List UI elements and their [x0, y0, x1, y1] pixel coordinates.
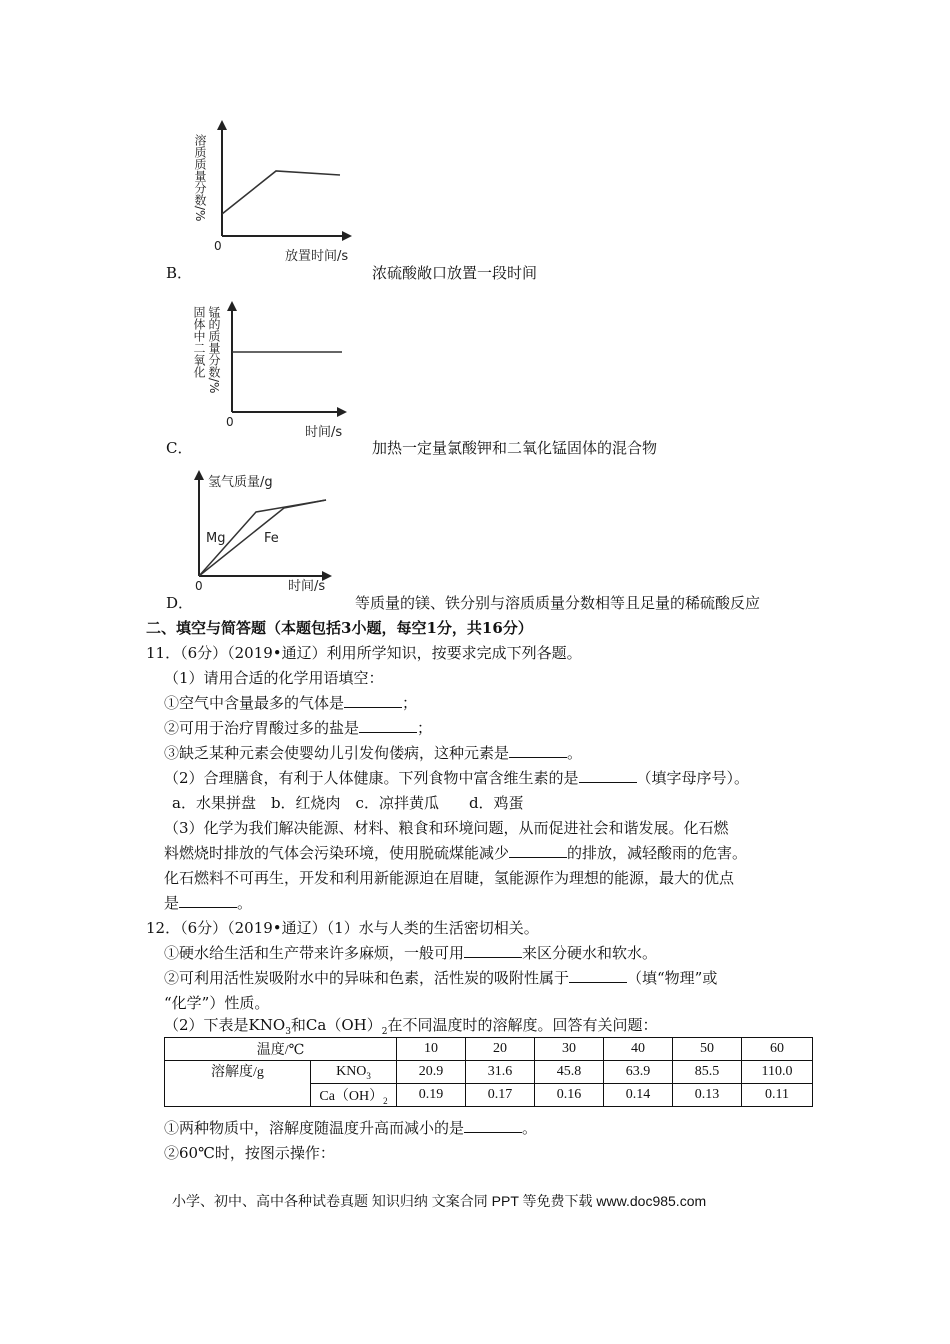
q11-part3-line3: 化石燃料不可再生，开发和利用新能源迫在眉睫，氢能源作为理想的能源，最大的优点 — [164, 869, 735, 887]
q11-part3-line1: （3）化学为我们解决能源、材料、粮食和环境问题，从而促进社会和谐发展。化石燃 — [164, 819, 729, 837]
graph-c-origin: 0 — [226, 415, 234, 429]
q12-item2 — [164, 968, 717, 988]
answer-blank[interactable] — [579, 768, 637, 783]
graph-d-ylabel: 氢气质量/g — [208, 475, 273, 490]
answer-blank[interactable] — [569, 968, 627, 983]
option-b-letter: B． — [166, 264, 193, 282]
table-cell: 0.14 — [604, 1084, 673, 1107]
graph-c-ylabel-left: 固体中二氧化 — [192, 306, 206, 378]
graph-b-xlabel: 放置时间/s — [285, 249, 349, 264]
table-cell: 63.9 — [604, 1061, 673, 1084]
option-b-description: 浓硫酸敞口放置一段时间 — [372, 264, 538, 282]
graph-b-y-arrow — [217, 120, 227, 130]
graph-c-y-arrow — [227, 301, 237, 311]
graph-b — [190, 118, 360, 268]
q12-item2-cont: “化学”）性质。 — [164, 994, 270, 1012]
q12-sub1 — [164, 1118, 537, 1138]
graph-b-curve — [222, 171, 340, 214]
answer-blank[interactable] — [179, 893, 237, 908]
answer-blank[interactable] — [464, 1118, 522, 1133]
table-cell: 50 — [673, 1038, 742, 1061]
table-row — [165, 1038, 813, 1061]
kno3-sub: 3 — [366, 1070, 371, 1081]
graph-c — [190, 298, 360, 448]
q11-part1: （1）请用合适的化学用语填空： — [164, 669, 384, 687]
answer-blank[interactable] — [359, 718, 417, 733]
table-cell: 110.0 — [742, 1061, 813, 1084]
table-row — [165, 1061, 813, 1084]
q11-item1-text: ①空气中含量最多的气体是 — [164, 694, 345, 712]
page-footer: 小学、初中、高中各种试卷真题 知识归纳 文案合同 PPT 等免费下载 www.doc985.com — [172, 1193, 707, 1209]
table-cell: 85.5 — [673, 1061, 742, 1084]
q12-part2b: 和Ca（OH） — [290, 1016, 382, 1034]
table-cell: 0.17 — [466, 1084, 535, 1107]
q11-part3-line4 — [164, 893, 252, 913]
graph-d-fe-label: Fe — [264, 531, 279, 546]
q11-item3 — [164, 743, 582, 763]
q11-item2-end: ； — [417, 719, 433, 737]
caoh-text: Ca（OH） — [319, 1088, 384, 1104]
q11-item2 — [164, 718, 432, 738]
graph-c-x-arrow — [337, 407, 347, 417]
graph-b-ylabel: 溶质质量分数/% — [193, 134, 207, 222]
graph-d-mg-label: Mg — [206, 531, 226, 546]
table-cell: 30 — [535, 1038, 604, 1061]
graph-d-xlabel: 时间/s — [288, 579, 326, 594]
q12-item1b: 来区分硬水和软水。 — [522, 944, 658, 962]
option-c-description: 加热一定量氯酸钾和二氧化锰固体的混合物 — [372, 439, 658, 457]
q11-part2-end: （填字母序号）。 — [636, 769, 750, 787]
q11-part3-line2a: 料燃烧时排放的气体会污染环境，使用脱硫煤能减少 — [164, 844, 510, 862]
graph-c-xlabel: 时间/s — [305, 425, 343, 440]
graph-b-origin: 0 — [214, 239, 222, 253]
table-cell: 20.9 — [397, 1061, 466, 1084]
table-cell: 10 — [397, 1038, 466, 1061]
answer-blank[interactable] — [344, 693, 402, 708]
q11-item1 — [164, 693, 417, 713]
option-d-description: 等质量的镁、铁分别与溶质质量分数相等且足量的稀硫酸反应 — [355, 594, 761, 612]
q11-item3-text: ③缺乏某种元素会使婴幼儿引发佝偻病，这种元素是 — [164, 744, 510, 762]
q12-part2-sub: 3 — [285, 1027, 291, 1037]
q12-part2c: 在不同温度时的溶解度。回答有关问题： — [387, 1016, 658, 1034]
q12-sub1a: ①两种物质中，溶解度随温度升高而减小的是 — [164, 1119, 465, 1137]
answer-blank[interactable] — [509, 843, 567, 858]
kno3-text: KNO — [336, 1063, 367, 1079]
section-2-heading: 二、填空与简答题（本题包括3小题，每空1分，共16分） — [146, 619, 533, 637]
q11-item1-end: ； — [402, 694, 418, 712]
table-cell: 31.6 — [466, 1061, 535, 1084]
q11-part3-line2 — [164, 843, 747, 863]
q11-head: 11．（6分）（2019•通辽）利用所学知识，按要求完成下列各题。 — [146, 644, 582, 662]
q12-item1a: ①硬水给生活和生产带来许多麻烦，一般可用 — [164, 944, 465, 962]
table-solubility-label: 溶解度/g — [165, 1061, 311, 1107]
graph-d-y-arrow — [194, 470, 204, 480]
q12-part2-sub2: 2 — [381, 1027, 388, 1037]
table-cell: 0.11 — [742, 1084, 813, 1107]
table-cell: 45.8 — [535, 1061, 604, 1084]
table-cell: 20 — [466, 1038, 535, 1061]
table-cell: 60 — [742, 1038, 813, 1061]
graph-d — [190, 466, 350, 601]
q12-head: 12．（6分）（2019•通辽）（1）水与人类的生活密切相关。 — [146, 919, 539, 937]
q12-sub1b: 。 — [522, 1119, 538, 1137]
q11-part3-line4a: 是 — [164, 894, 180, 912]
solubility-table — [164, 1037, 813, 1107]
table-caoh-label — [311, 1084, 397, 1107]
graph-d-origin: 0 — [195, 579, 203, 593]
q12-part2a: （2）下表是KNO — [164, 1016, 286, 1034]
q11-part2 — [164, 768, 749, 788]
option-d-letter: D． — [166, 594, 194, 612]
graph-b-x-arrow — [342, 231, 352, 241]
table-temp-label: 温度/℃ — [165, 1038, 397, 1061]
q11-part3-line2b: 的排放，减轻酸雨的危害。 — [567, 844, 748, 862]
table-cell: 0.13 — [673, 1084, 742, 1107]
table-cell: 40 — [604, 1038, 673, 1061]
q11-options: a．水果拼盘 b．红烧肉 c．凉拌黄瓜 d．鸡蛋 — [172, 794, 524, 812]
option-c-letter: C． — [166, 439, 193, 457]
q11-part3-line4b: 。 — [237, 894, 253, 912]
table-kno3-label — [311, 1061, 397, 1084]
answer-blank[interactable] — [464, 943, 522, 958]
answer-blank[interactable] — [509, 743, 567, 758]
table-cell: 0.19 — [397, 1084, 466, 1107]
caoh-sub: 2 — [383, 1095, 388, 1106]
q12-item2b: （填“物理”或 — [627, 969, 718, 987]
q11-item3-end: 。 — [567, 744, 583, 762]
q11-item2-text: ②可用于治疗胃酸过多的盐是 — [164, 719, 360, 737]
q12-item2a: ②可利用活性炭吸附水中的异味和色素，活性炭的吸附性属于 — [164, 969, 570, 987]
table-cell: 0.16 — [535, 1084, 604, 1107]
graph-c-ylabel-right: 锰的质量分数/% — [207, 306, 221, 394]
q11-part2-text: （2）合理膳食，有利于人体健康。下列食物中富含维生素的是 — [164, 769, 579, 787]
q12-item1 — [164, 943, 657, 963]
q12-sub2: ②60℃时，按图示操作： — [164, 1144, 335, 1162]
